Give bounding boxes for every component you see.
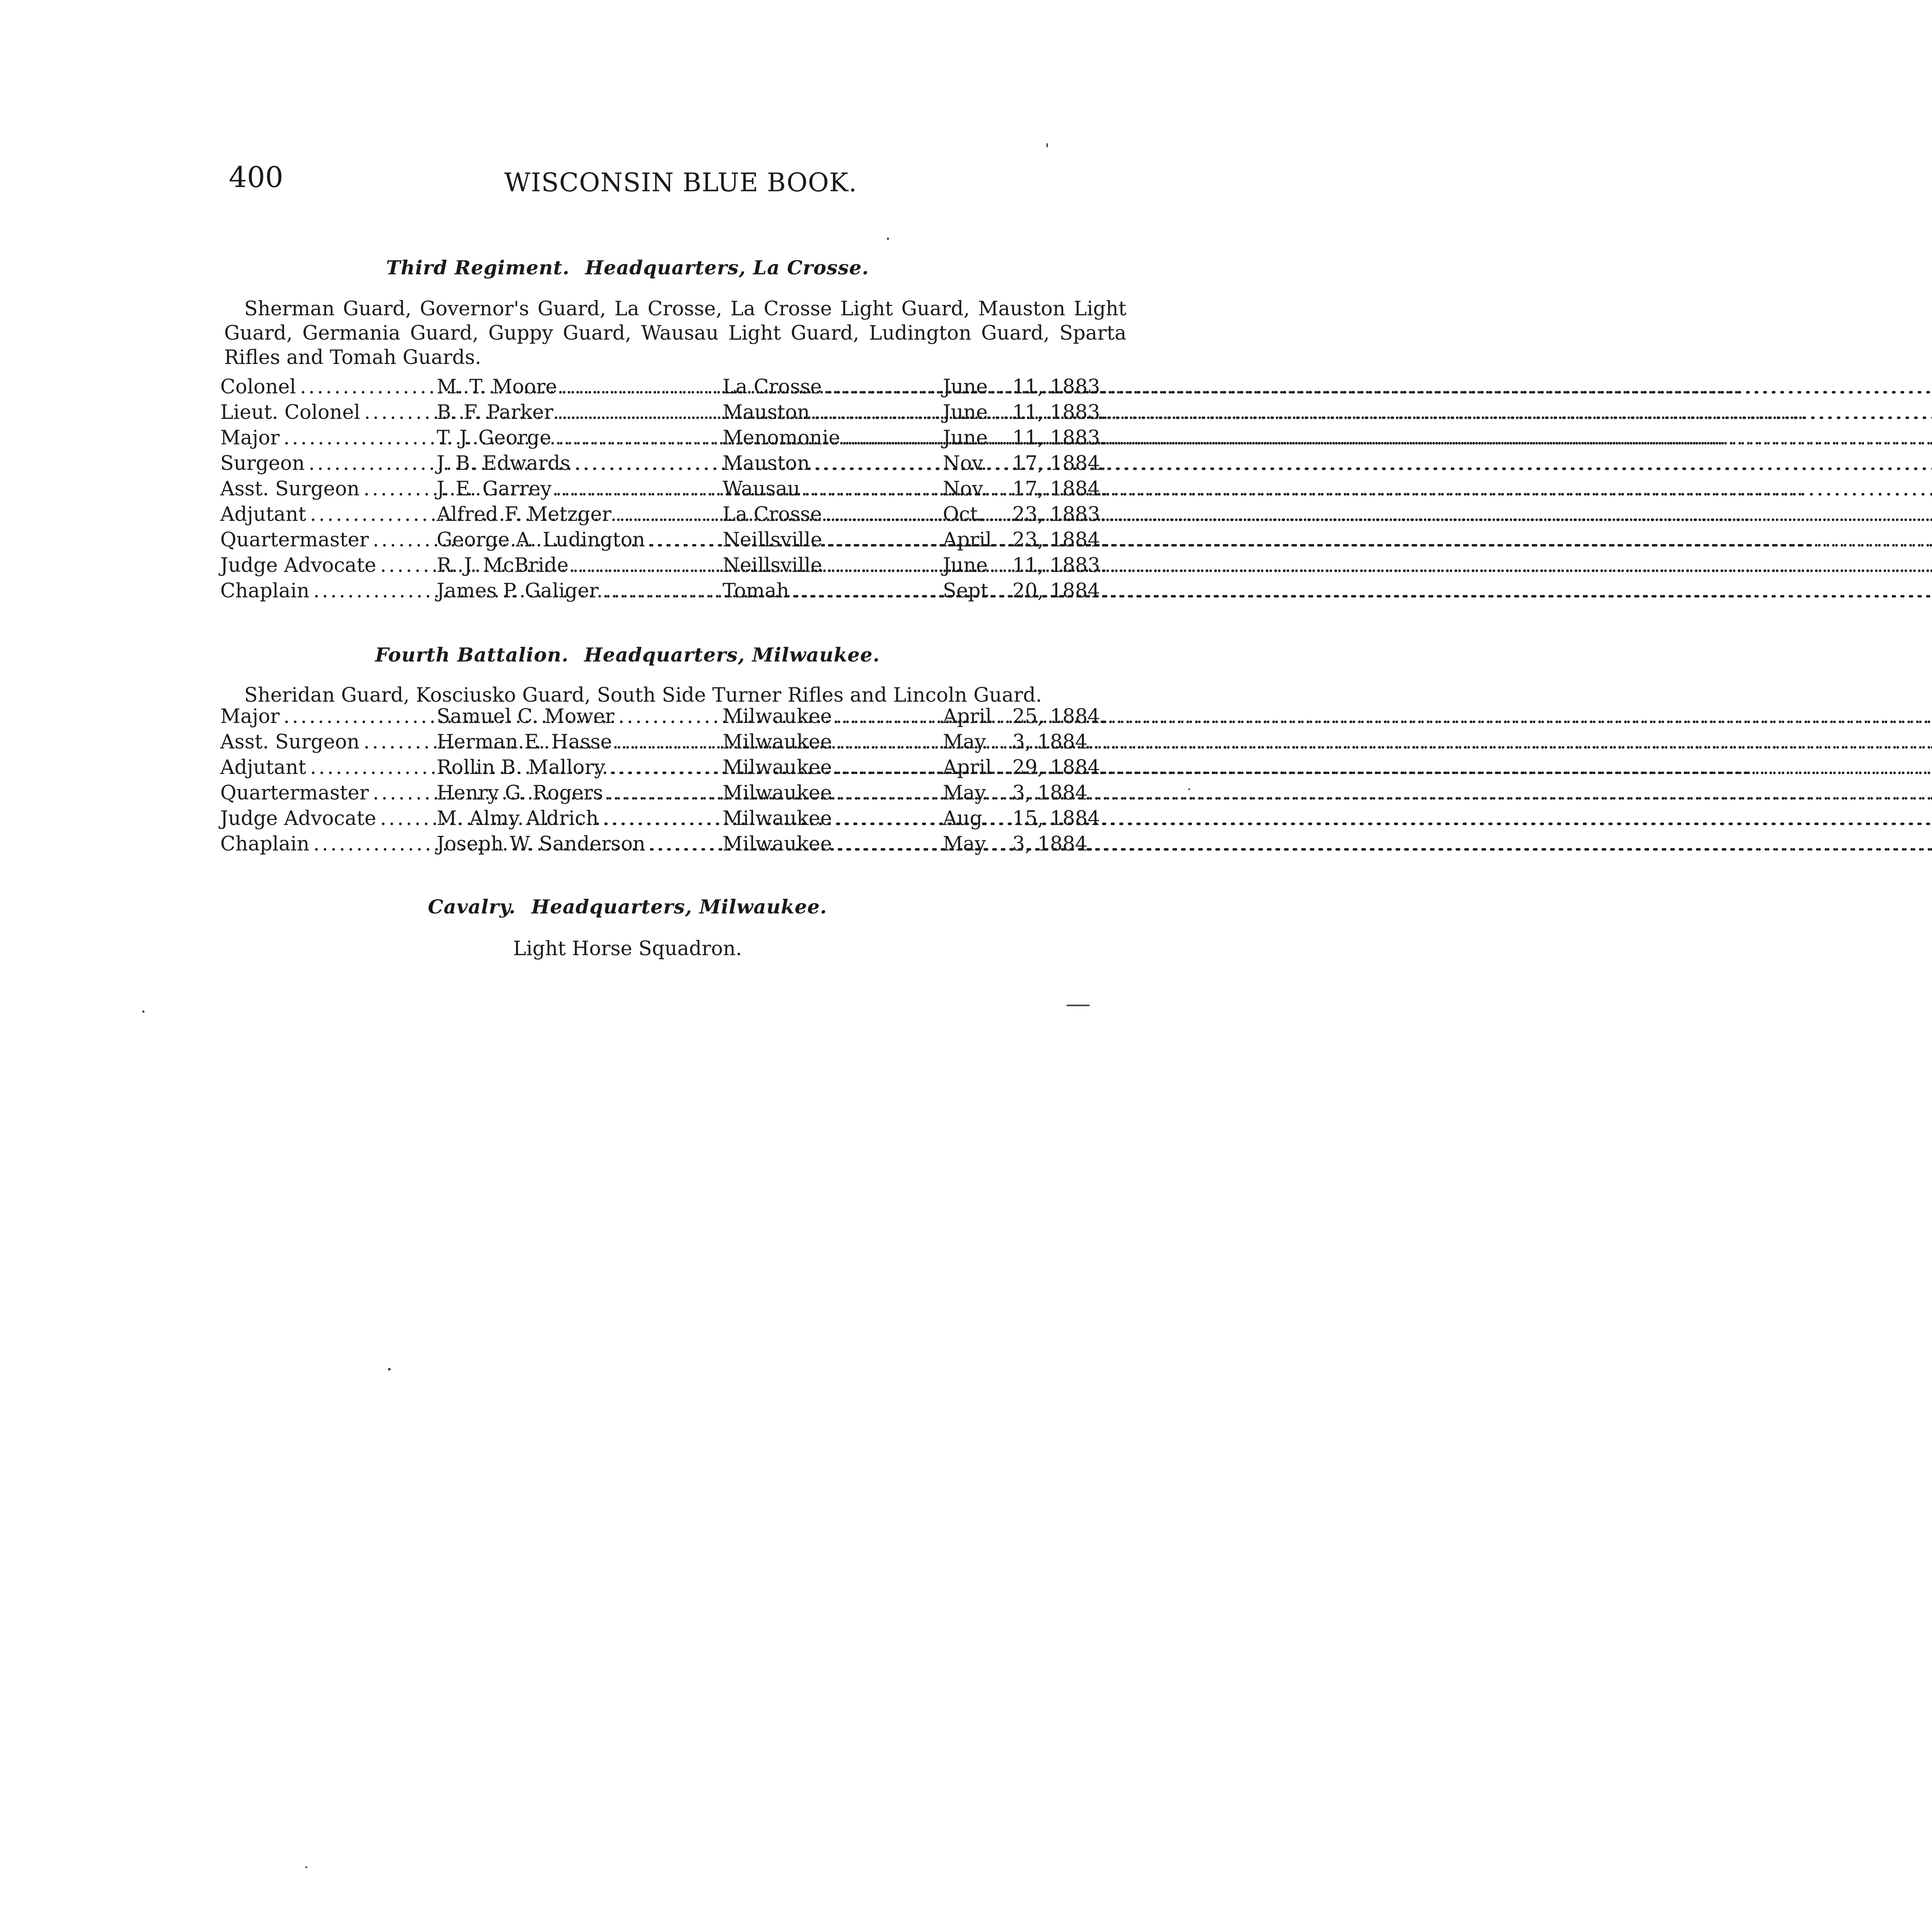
roster-date (1012, 705, 1107, 728)
roster-month-text: April (943, 529, 992, 551)
roster-town (723, 529, 943, 551)
roster-town-text: La Crosse (723, 376, 822, 398)
roster-name (437, 554, 723, 577)
roster-row (220, 807, 1107, 833)
roster-office (220, 503, 437, 526)
roster-month (943, 580, 1012, 602)
running-head: WISCONSIN BLUE BOOK. (504, 168, 857, 197)
roster-row (220, 452, 1107, 478)
headquarters-label: Headquarters, Milwaukee. (531, 895, 827, 918)
roster-town (723, 580, 943, 602)
roster-month (943, 807, 1012, 830)
roster-date-text: 17, 1884. (1012, 478, 1107, 500)
roster-month-text: May (943, 782, 986, 804)
roster-month-text: June (943, 376, 988, 398)
roster-date-text: 20, 1884. (1012, 580, 1107, 602)
fourth-battalion-companies: Sheridan Guard, Kosciusko Guard, South Side Turner Rifles and Lincoln Guard. (244, 684, 1042, 707)
roster-row (220, 580, 1107, 605)
scan-speck (305, 1866, 307, 1868)
roster-office (220, 401, 437, 424)
roster-town (723, 807, 943, 830)
fourth-battalion-heading (0, 645, 1255, 665)
roster-town (723, 756, 943, 779)
roster-town (723, 478, 943, 500)
roster-name (437, 529, 723, 551)
roster-name-text: M. Almy Aldrich (437, 807, 599, 830)
roster-town-text: Milwaukee (723, 833, 832, 855)
roster-month (943, 731, 1012, 753)
roster-month-text: Nov. (943, 452, 987, 475)
roster-name-text: R. J. McBride (437, 554, 569, 577)
roster-office (220, 705, 437, 728)
roster-name (437, 580, 723, 602)
roster-name-text: Henry G. Rogers (437, 782, 603, 804)
roster-office (220, 376, 437, 398)
roster-row (220, 503, 1107, 529)
roster-name-text: Rollin B. Mallory (437, 756, 605, 779)
roster-row (220, 782, 1094, 807)
roster-month-text: Aug. (943, 807, 989, 830)
roster-town-text: Milwaukee (723, 731, 832, 753)
roster-month-text: May (943, 731, 986, 753)
roster-office (220, 427, 437, 449)
roster-town (723, 782, 943, 804)
roster-row (220, 478, 1107, 503)
roster-town-text: Milwaukee (723, 782, 832, 804)
roster-name (437, 376, 723, 398)
roster-month (943, 554, 1012, 577)
roster-date (1012, 503, 1107, 526)
roster-town (723, 554, 943, 577)
cavalry-heading (0, 897, 1255, 917)
roster-date-text: 29, 1884. (1012, 756, 1107, 779)
section-title: Third Regiment. (386, 256, 570, 279)
roster-name-text: T. J. George (437, 427, 551, 449)
roster-name-text: M. T. Moore (437, 376, 557, 398)
roster-town (723, 376, 943, 398)
roster-town-text: Milwaukee (723, 807, 832, 830)
roster-town-text: La Crosse (723, 503, 822, 526)
roster-month-text: April (943, 705, 992, 728)
roster-town (723, 452, 943, 475)
roster-month-text: June (943, 401, 988, 424)
roster-date (1012, 376, 1107, 398)
roster-office-text: Chaplain (220, 580, 310, 602)
headquarters-label: Headquarters, Milwaukee. (584, 643, 880, 666)
roster-date-text: 23, 1883. (1012, 503, 1107, 526)
roster-town-text: Wausau (723, 478, 800, 500)
roster-date (1012, 756, 1107, 779)
roster-office-text: Asst. Surgeon (220, 731, 360, 753)
roster-town-text: Menomonie (723, 427, 840, 449)
scan-speck (887, 238, 889, 240)
third-regiment-companies: Sherman Guard, Governor's Guard, La Crosse, La Crosse Light Guard, Mauston Light Guard, Germania Guard, Guppy Guard, Wausau Light Guard, Ludington Guard, Sparta Rifles and Tomah Guards. (224, 298, 1126, 369)
roster-row (220, 731, 1094, 756)
roster-month (943, 478, 1012, 500)
section-title: Cavalry. (428, 895, 516, 918)
roster-date-text: 11, 1883. (1012, 554, 1107, 577)
roster-town (723, 401, 943, 424)
roster-office-text: Quartermaster (220, 782, 369, 804)
roster-office-text: Chaplain (220, 833, 310, 855)
roster-name-text: Alfred F. Metzger (437, 503, 612, 526)
roster-month (943, 529, 1012, 551)
roster-name (437, 807, 723, 830)
roster-name (437, 782, 723, 804)
roster-name-text: Samuel C. Mower (437, 705, 615, 728)
roster-office (220, 478, 437, 500)
roster-town (723, 705, 943, 728)
roster-month (943, 401, 1012, 424)
roster-office (220, 452, 437, 475)
scan-speck (388, 1368, 391, 1371)
scan-speck (142, 1010, 145, 1013)
roster-date-text: 11, 1883. (1012, 401, 1107, 424)
roster-office (220, 554, 437, 577)
page-number: 400 (229, 161, 284, 194)
roster-town-text: Neillsville (723, 529, 822, 551)
roster-row (220, 427, 1107, 452)
roster-town-text: Milwaukee (723, 705, 832, 728)
roster-town-text: Mauston (723, 401, 810, 424)
roster-date-text: 23, 1884. (1012, 529, 1107, 551)
roster-town-text: Neillsville (723, 554, 822, 577)
roster-month-text: April (943, 756, 992, 779)
roster-month (943, 427, 1012, 449)
roster-date-text: 3, 1884. (1012, 833, 1094, 855)
roster-month-text: Oct. (943, 503, 985, 526)
roster-date-text: 3, 1884. (1012, 731, 1094, 753)
roster-office-text: Quartermaster (220, 529, 369, 551)
roster-office-text: Colonel (220, 376, 296, 398)
roster-name (437, 401, 723, 424)
roster-name (437, 503, 723, 526)
roster-date (1012, 833, 1094, 855)
roster-name-text: George A. Ludington (437, 529, 645, 551)
roster-town-text: Tomah (723, 580, 789, 602)
headquarters-label: Headquarters, La Crosse. (585, 256, 869, 279)
roster-month (943, 503, 1012, 526)
roster-office (220, 833, 437, 855)
roster-name (437, 427, 723, 449)
roster-month-text: Nov. (943, 478, 987, 500)
roster-office (220, 807, 437, 830)
roster-date (1012, 452, 1107, 475)
roster-office-text: Major (220, 705, 280, 728)
roster-row (220, 529, 1107, 554)
roster-office (220, 756, 437, 779)
roster-date (1012, 529, 1107, 551)
roster-office (220, 731, 437, 753)
roster-office (220, 529, 437, 551)
roster-name (437, 731, 723, 753)
roster-town (723, 833, 943, 855)
roster-date (1012, 554, 1107, 577)
roster-month-text: Sept. (943, 580, 995, 602)
roster-office-text: Asst. Surgeon (220, 478, 360, 500)
scan-speck (1066, 1005, 1090, 1006)
roster-town (723, 503, 943, 526)
roster-office-text: Adjutant (220, 503, 306, 526)
cavalry-units: Light Horse Squadron. (513, 937, 742, 960)
roster-name (437, 756, 723, 779)
roster-month (943, 376, 1012, 398)
scan-speck (1046, 143, 1048, 148)
section-title: Fourth Battalion. (375, 643, 569, 666)
roster-month (943, 756, 1012, 779)
roster-town-text: Milwaukee (723, 756, 832, 779)
scan-speck (1188, 788, 1190, 790)
roster-office-text: Lieut. Colonel (220, 401, 361, 424)
roster-name-text: J. E. Garrey (437, 478, 552, 500)
third-regiment-roster (220, 376, 1107, 605)
roster-date-text: 11, 1883. (1012, 427, 1107, 449)
roster-name-text: B. F. Parker (437, 401, 554, 424)
roster-office-text: Judge Advocate (220, 554, 376, 577)
roster-month (943, 782, 1012, 804)
roster-date-text: 15, 1884. (1012, 807, 1107, 830)
roster-month (943, 452, 1012, 475)
roster-name (437, 833, 723, 855)
roster-office-text: Major (220, 427, 280, 449)
roster-date-text: 11, 1883. (1012, 376, 1107, 398)
roster-row (220, 705, 1107, 731)
roster-date (1012, 401, 1107, 424)
roster-town (723, 731, 943, 753)
roster-row (220, 554, 1107, 580)
roster-name-text: James P. Galiger (437, 580, 599, 602)
roster-date-text: 17, 1884. (1012, 452, 1107, 475)
roster-name (437, 452, 723, 475)
roster-row (220, 401, 1107, 427)
roster-row (220, 833, 1094, 858)
roster-name (437, 478, 723, 500)
roster-name-text: Herman E. Hasse (437, 731, 612, 753)
third-regiment-heading (0, 258, 1255, 277)
roster-date-text: 3, 1884. (1012, 782, 1094, 804)
roster-office-text: Judge Advocate (220, 807, 376, 830)
roster-date (1012, 807, 1107, 830)
roster-name (437, 705, 723, 728)
roster-date-text: 25, 1884. (1012, 705, 1107, 728)
roster-month (943, 833, 1012, 855)
roster-month (943, 705, 1012, 728)
roster-date (1012, 478, 1107, 500)
roster-town (723, 427, 943, 449)
roster-office-text: Adjutant (220, 756, 306, 779)
roster-month-text: June (943, 427, 988, 449)
fourth-battalion-roster (220, 705, 1107, 858)
roster-row (220, 756, 1107, 782)
roster-date (1012, 427, 1107, 449)
roster-date (1012, 580, 1107, 602)
roster-office (220, 782, 437, 804)
roster-month-text: June (943, 554, 988, 577)
roster-month-text: May (943, 833, 986, 855)
roster-name-text: J. B. Edwards (437, 452, 570, 475)
roster-date (1012, 782, 1094, 804)
roster-row (220, 376, 1107, 401)
roster-date (1012, 731, 1094, 753)
roster-office-text: Surgeon (220, 452, 305, 475)
roster-town-text: Mauston (723, 452, 810, 475)
roster-name-text: Joseph W. Sanderson (437, 833, 646, 855)
roster-office (220, 580, 437, 602)
